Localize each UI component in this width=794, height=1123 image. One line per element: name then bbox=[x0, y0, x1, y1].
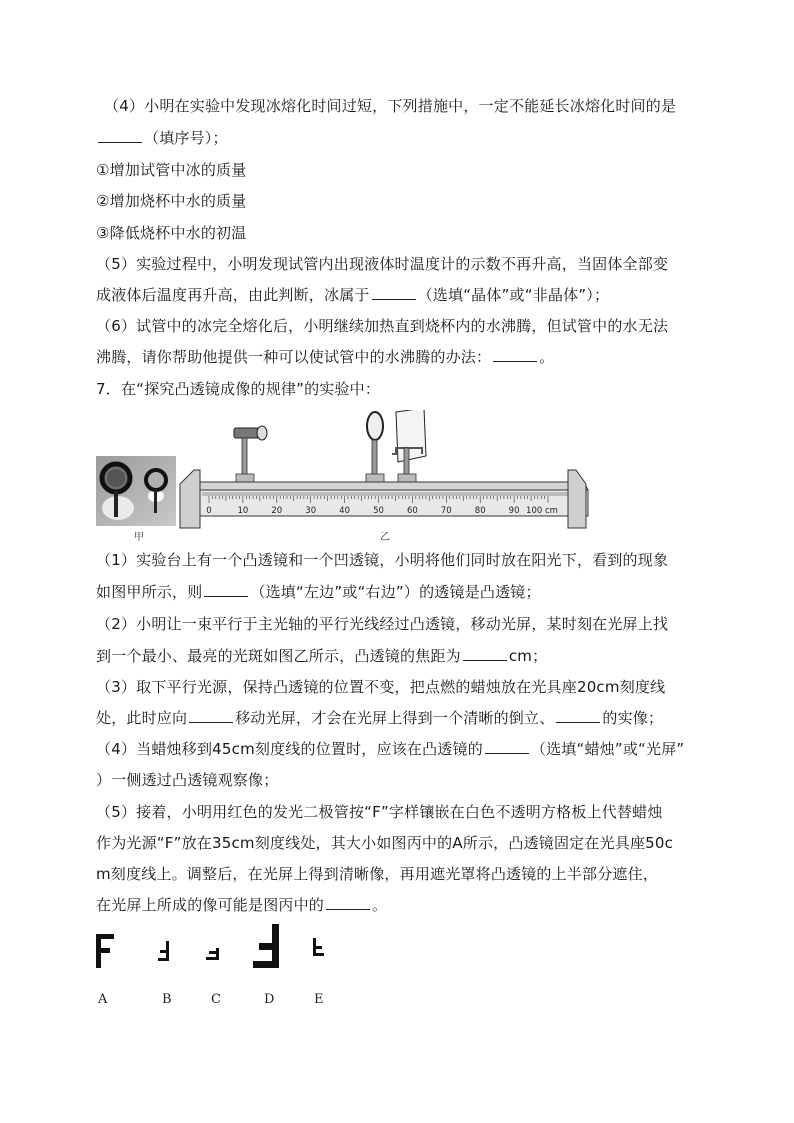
scale-label: 30 bbox=[305, 506, 317, 516]
answer-blank[interactable] bbox=[189, 708, 233, 723]
scale-label: 90 bbox=[508, 506, 520, 516]
answer-blank[interactable] bbox=[204, 582, 248, 597]
figure-yi-optical-bench bbox=[178, 410, 590, 532]
image-choice-b-inverted-f bbox=[156, 940, 174, 968]
image-choice-a-f bbox=[94, 932, 118, 974]
q6-part5-line1: （5）实验过程中，小明发现试管内出现液体时温度计的示数不再升高，当固体全部变 bbox=[96, 255, 669, 273]
figure-yi-caption: 乙 bbox=[380, 532, 390, 543]
q6-part4-line1: （4）小明在实验中发现冰熔化时间过短，下列措施中，一定不能延长冰熔化时间的是 bbox=[104, 97, 677, 115]
q7-title: 7．在“探究凸透镜成像的规律”的实验中： bbox=[96, 380, 381, 398]
image-choice-c-inverted-f bbox=[203, 944, 223, 966]
convex-lens-icon bbox=[366, 412, 384, 484]
q6-option-1: ①增加试管中冰的质量 bbox=[96, 161, 247, 179]
q7-part1-line1: （1）实验台上有一个凸透镜和一个凹透镜，小明将他们同时放在阳光下，看到的现象 bbox=[96, 551, 669, 569]
answer-blank[interactable] bbox=[556, 708, 600, 723]
q6-option-3: ③降低烧杯中水的初温 bbox=[96, 224, 247, 242]
q7-part2-line2: 到一个最小、最亮的光斑如图乙所示，凸透镜的焦距为 cm； bbox=[96, 647, 548, 665]
scale-label: 0 bbox=[206, 506, 212, 516]
choice-label-d: D bbox=[264, 992, 275, 1007]
scale-label: 70 bbox=[440, 506, 452, 516]
q7-part3-line1: （3）取下平行光源，保持凸透镜的位置不变，把点燃的蜡烛放在光具座20cm刻度线 bbox=[96, 678, 666, 696]
answer-blank[interactable] bbox=[326, 895, 370, 910]
image-choice-d-inverted-f bbox=[251, 922, 281, 974]
q7-part2-line1: （2）小明让一束平行于主光轴的平行光线经过凸透镜，移动光屏，某时刻在光屏上找 bbox=[96, 615, 669, 633]
figure-jia-caption: 甲 bbox=[134, 532, 144, 543]
q7-part5-line2: 作为光源“F”放在35cm刻度线处，其大小如图丙中的A所示，凸透镜固定在光具座50c bbox=[96, 834, 674, 852]
answer-blank[interactable] bbox=[372, 285, 416, 300]
figure-jia-lenses-photo bbox=[96, 456, 176, 526]
scale-label: 20 bbox=[271, 506, 283, 516]
q6-part6-line2: 沸腾，请你帮助他提供一种可以使试管中的水沸腾的办法： 。 bbox=[96, 348, 555, 366]
choice-label-e: E bbox=[314, 992, 324, 1007]
choice-label-b: B bbox=[162, 992, 172, 1007]
scale-label: 50 bbox=[373, 506, 384, 516]
scale-label: 10 bbox=[237, 506, 249, 516]
q7-part5-line4: 在光屏上所成的像可能是图丙中的 。 bbox=[96, 896, 388, 914]
q7-part3-line2: 处，此时应向 移动光屏，才会在光屏上得到一个清晰的倒立、 的实像； bbox=[96, 709, 664, 727]
answer-blank[interactable] bbox=[493, 347, 537, 362]
answer-blank[interactable] bbox=[463, 646, 507, 661]
q7-part5-line3: m刻度线上。调整后，在光屏上得到清晰像，再用遮光罩将凸透镜的上半部分遮住， bbox=[96, 865, 659, 883]
parallel-light-source-icon bbox=[234, 426, 267, 484]
q7-part4-line2: ）一侧透过凸透镜观察像； bbox=[96, 771, 279, 789]
image-choice-e-mirrored-f bbox=[311, 936, 327, 962]
q7-part5-line1: （5）接着，小明用红色的发光二极管按“F”字样镶嵌在白色不透明方格板上代替蜡烛 bbox=[96, 803, 663, 821]
choice-label-a: A bbox=[98, 992, 108, 1007]
q7-part1-line2: 如图甲所示，则 （选填“左边”或“右边”）的透镜是凸透镜； bbox=[96, 583, 541, 601]
light-screen-icon bbox=[392, 410, 426, 484]
scale-label: 80 bbox=[474, 506, 486, 516]
answer-blank[interactable] bbox=[485, 739, 529, 754]
scale-label: 40 bbox=[339, 506, 351, 516]
choice-label-c: C bbox=[211, 992, 221, 1007]
q6-option-2: ②增加烧杯中水的质量 bbox=[96, 192, 247, 210]
q7-part4-line1: （4）当蜡烛移到45cm刻度线的位置时，应该在凸透镜的 （选填“蜡烛”或“光屏” bbox=[96, 740, 685, 758]
scale-label: 100 cm bbox=[526, 506, 558, 516]
scale-label: 60 bbox=[406, 506, 418, 516]
q6-part6-line1: （6）试管中的冰完全熔化后，小明继续加热直到烧杯内的水沸腾，但试管中的水无法 bbox=[96, 317, 669, 335]
answer-blank[interactable] bbox=[98, 128, 142, 143]
q6-part5-line2: 成液体后温度再升高，由此判断，冰属于 （选填“晶体”或“非晶体”）； bbox=[96, 286, 610, 304]
q6-part4-line2: （填序号）； bbox=[96, 128, 228, 148]
